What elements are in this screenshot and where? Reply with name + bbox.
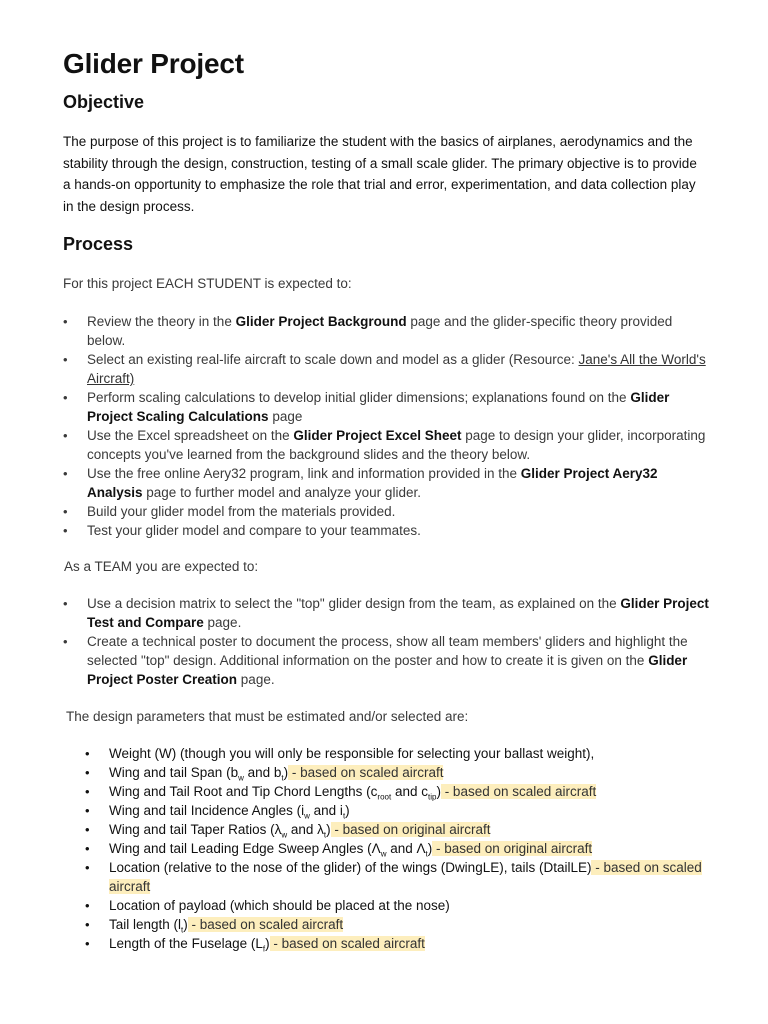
list-item: • Perform scaling calculations to develop initial glider dimensions; explanations found on the Glider Project Scaling Calculations page <box>63 388 713 426</box>
team-task-list <box>63 594 713 689</box>
list-item: • Wing and tail Incidence Angles ($i_w$ and $i_t$) <box>85 801 715 820</box>
list-item: • Location (relative to the nose of the glider) of the wings (DwingLE), tails (DtailLE) - based on scaled aircraft <box>85 858 715 896</box>
list-item: • Location of payload (which should be placed at the nose) <box>85 896 715 915</box>
highlight-note: - based on original aircraft <box>330 822 491 837</box>
team-intro: As a TEAM you are expected to: <box>64 559 259 574</box>
list-item: • Build your glider model from the materials provided. <box>63 502 713 521</box>
list-item: • Tail length $(l_t)$ - based on scaled aircraft <box>85 915 715 934</box>
highlight-note: - based on scaled aircraft <box>440 784 597 799</box>
process-intro: For this project EACH STUDENT is expected to: <box>63 276 352 291</box>
list-item: • Use a decision matrix to select the "top" glider design from the team, as explained on the Glider Project Test and Compare page. <box>63 594 713 632</box>
list-item: • Create a technical poster to document the process, show all team members' gliders and highlight the selected "top" design. Additional information on the poster and how to create it is given on the Glider Project Poster Creation page. <box>63 632 713 689</box>
student-task-list <box>63 312 713 540</box>
list-item: • Wing and tail Leading Edge Sweep Angles ($\Lambda_w$ and $\Lambda_t$) - based on original aircraft <box>85 839 715 858</box>
objective-paragraph: The purpose of this project is to familiarize the student with the basics of airplanes, aerodynamics and the stability through the design, construction, testing of a small scale glider. The primary objective is to provide a hands-on opportunity to emphasize the role that trial and error, experimentation, and data collection play in the design process. <box>63 134 697 214</box>
list-item: • Use the Excel spreadsheet on the Glider Project Excel Sheet page to design your glider, incorporating concepts you've learned from the background slides and the theory below. <box>63 426 713 464</box>
highlight-note: - based on scaled aircraft <box>269 936 425 951</box>
params-intro: The design parameters that must be estimated and/or selected are: <box>66 709 469 724</box>
list-item: • Length of the Fuselage $(L_f)$ - based on scaled aircraft <box>85 934 715 953</box>
highlight-note: - based on scaled aircraft <box>187 917 344 932</box>
list-item: • Select an existing real-life aircraft to scale down and model as a glider (Resource: Jane's All the World's Aircraft) <box>63 350 713 388</box>
highlight-note: - based on scaled aircraft <box>288 765 444 780</box>
janes-aircraft-link[interactable]: Jane's All the World's Aircraft) <box>87 352 706 386</box>
process-heading: Process <box>63 234 134 254</box>
page-title: Glider Project <box>63 48 244 79</box>
list-item: • Review the theory in the Glider Project Background page and the glider-specific theory provided below. <box>63 312 713 350</box>
highlight-note: - based on scaled aircraft <box>109 860 702 894</box>
list-item: • Use the free online Aery32 program, link and information provided in the Glider Project Aery32 Analysis page to further model and analyze your glider. <box>63 464 713 502</box>
list-item: • Wing and tail Taper Ratios ($\lambda_w$ and $\lambda_t$) - based on original aircraft <box>85 820 715 839</box>
list-item: • Test your glider model and compare to your teammates. <box>63 521 713 540</box>
list-item: • Wing and tail Span ($b_w$ and $b_t$) - based on scaled aircraft <box>85 763 715 782</box>
highlight-note: - based on original aircraft <box>432 841 593 856</box>
design-parameters-list <box>85 744 715 953</box>
list-item: • Wing and Tail Root and Tip Chord Lengths ($c_{root}$ and $c_{tip}$) - based on scaled aircraft <box>85 782 715 801</box>
list-item: • Weight (W) (though you will only be responsible for selecting your ballast weight), <box>85 744 715 763</box>
objective-heading: Objective <box>63 92 145 112</box>
